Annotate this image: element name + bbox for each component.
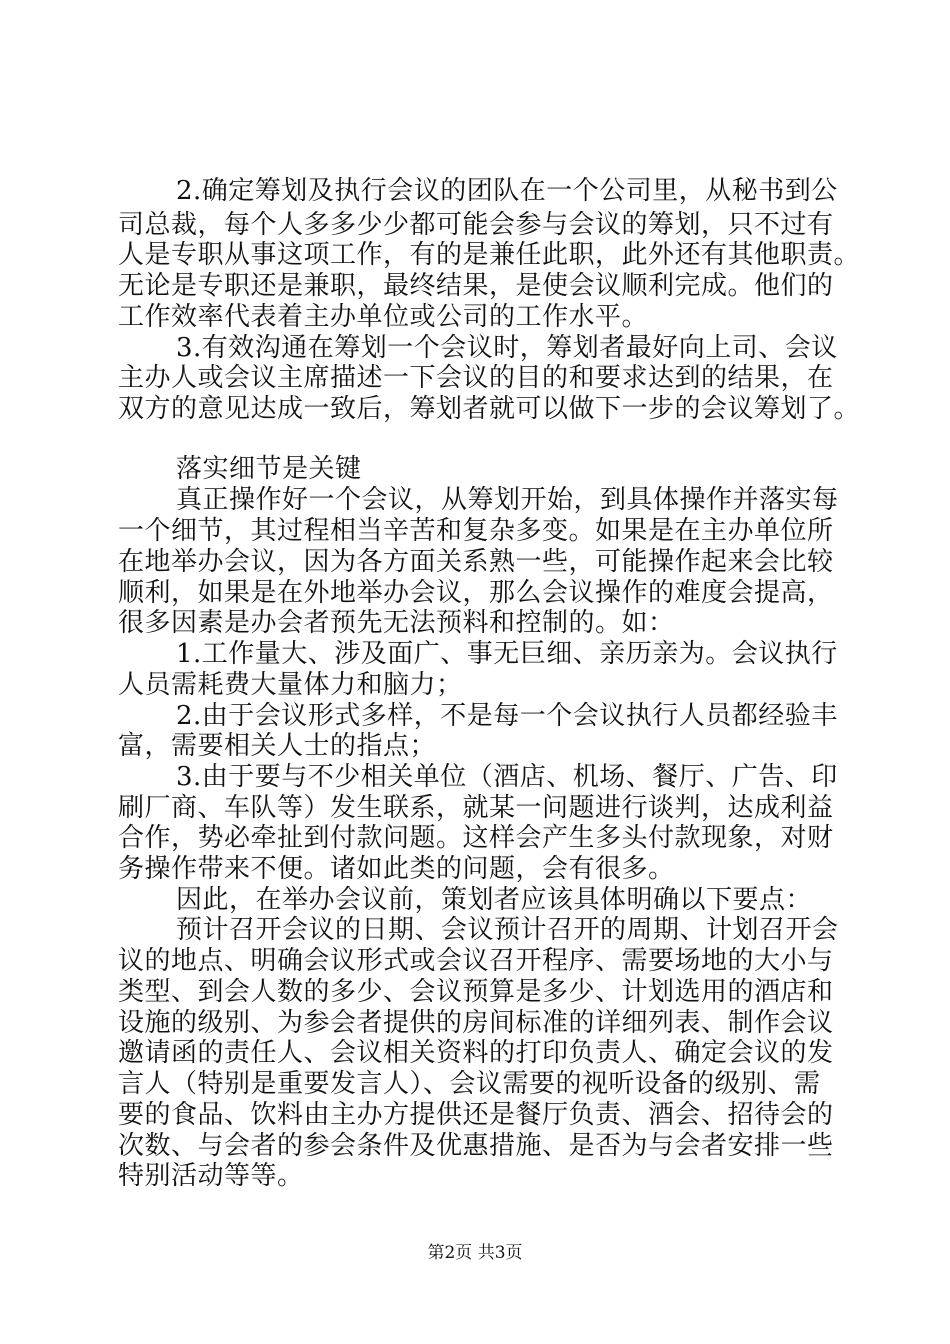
- line-text: 工作效率代表着主办单位或公司的工作水平。: [118, 302, 649, 332]
- line-text: 富，需要相关人士的指点；: [118, 731, 437, 761]
- line-text: 顺利，如果是在外地举办会议，那么会议操作的难度会提高，: [118, 578, 834, 608]
- page-footer: 第2页 共3页: [427, 1243, 523, 1263]
- line-text: 司总裁，每个人多多少少都可能会参与会议的筹划，只不过有: [118, 210, 834, 240]
- line-text: 合作，势必牵扯到付款问题。这样会产生多头付款现象，对财: [118, 823, 834, 853]
- line-text: 邀请函的责任人、会议相关资料的打印负责人、确定会议的发: [118, 1038, 834, 1068]
- line-text: 双方的意见达成一致后，筹划者就可以做下一步的会议筹划了。: [118, 394, 861, 424]
- line-text: 人员需耗费大量体力和脑力；: [118, 670, 463, 700]
- line-text: 言人（特别是重要发言人）、会议需要的视听设备的级别、需: [118, 1069, 821, 1099]
- line-text: 3.有效沟通在筹划一个会议时，筹划者最好向上司、会议: [176, 333, 838, 363]
- line-text: 真正操作好一个会议，从筹划开始，到具体操作并落实每: [176, 485, 839, 515]
- line-text: 2.由于会议形式多样，不是每一个会议执行人员都经验丰: [176, 701, 838, 731]
- line-text: 务操作带来不便。诸如此类的问题，会有很多。: [118, 854, 675, 884]
- line-text: 刷厂商、车队等）发生联系，就某一问题进行谈判，达成利益: [118, 793, 834, 823]
- line-text: 次数、与会者的参会条件及优惠措施、是否为与会者安排一些: [118, 1131, 834, 1161]
- line-text: 议的地点、明确会议形式或会议召开程序、需要场地的大小与: [118, 946, 834, 976]
- line-text: 无论是专职还是兼职，最终结果，是使会议顺利完成。他们的: [118, 271, 834, 301]
- line-text: 一个细节，其过程相当辛苦和复杂多变。如果是在主办单位所: [118, 516, 834, 546]
- line-text: 人是专职从事这项工作，有的是兼任此职，此外还有其他职责。: [118, 240, 861, 270]
- line-text: 类型、到会人数的多少、会议预算是多少、计划选用的酒店和: [118, 977, 834, 1007]
- line-text: 要的食品、饮料由主办方提供还是餐厅负责、酒会、招待会的: [118, 1100, 834, 1130]
- line-text: 3.由于要与不少相关单位（酒店、机场、餐厅、广告、印: [176, 762, 838, 792]
- line-text: 预计召开会议的日期、会议预计召开的周期、计划召开会: [176, 915, 839, 945]
- line-text: 1.工作量大、涉及面广、事无巨细、亲历亲为。会议执行: [176, 639, 838, 669]
- line-text: 2.确定筹划及执行会议的团队在一个公司里，从秘书到公: [176, 176, 838, 206]
- line-text: 设施的级别、为参会者提供的房间标准的详细列表、制作会议: [118, 1008, 834, 1038]
- line-text: 特别活动等等。: [118, 1161, 304, 1191]
- line-text: 在地举办会议，因为各方面关系熟一些，可能操作起来会比较: [118, 547, 834, 577]
- line-text: 很多因素是办会者预先无法预料和控制的。如：: [118, 608, 675, 638]
- heading-text: 落实细节是关键: [176, 454, 362, 484]
- line-text: 主办人或会议主席描述一下会议的目的和要求达到的结果，在: [118, 363, 834, 393]
- line-text: 因此，在举办会议前，策划者应该具体明确以下要点：: [176, 885, 813, 915]
